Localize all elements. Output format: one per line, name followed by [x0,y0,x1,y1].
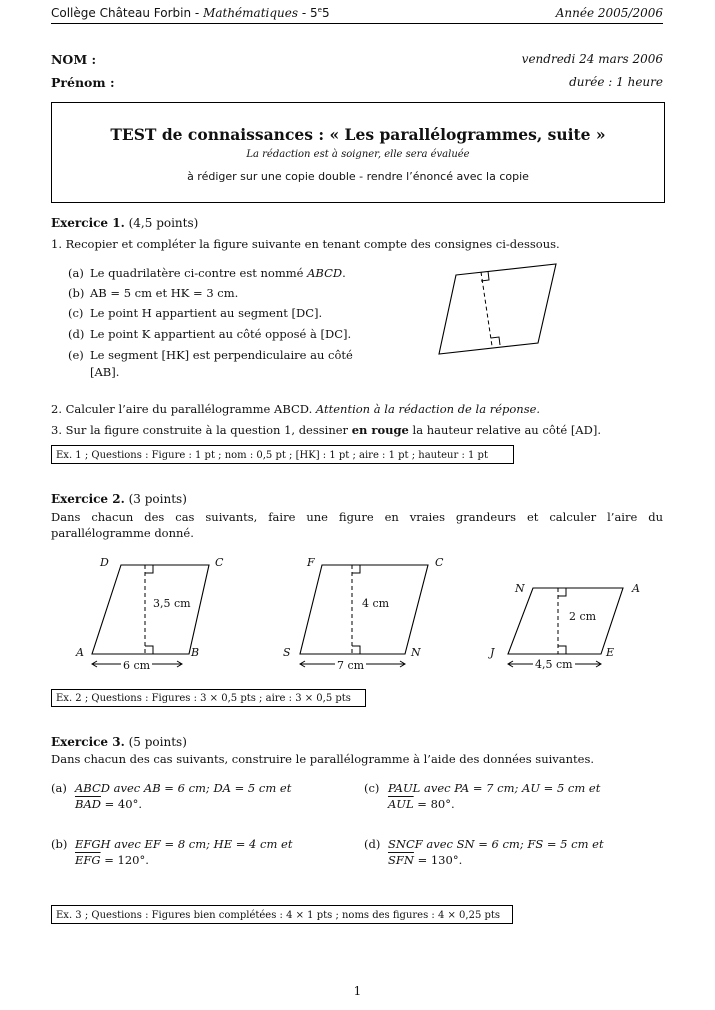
vertex-br: B [191,646,200,659]
right-angle-top [352,565,360,573]
ex2-intro: Dans chacun des cas suivants, faire une figure en vraies grandeurs et calculer l’aire du parallélogramme donné. [51,510,663,540]
base-label: 6 cm [123,659,151,672]
vertex-tr: A [632,582,640,595]
height-label: 2 cm [569,610,597,623]
ex3-case-d: (d) SNCF avec SN = 6 cm; FS = 5 cm et $\overline{SFN} = 130^\circ$. [364,837,604,867]
test-instruction: à rédiger sur une copie double - rendre l’énoncé avec la copie [187,170,529,183]
angle-label: $\overline{EFG}$ [75,853,101,867]
parallelogram-shape [92,565,209,654]
prenom-label: Prénom : [51,75,115,90]
base-label: 4,5 cm [535,658,573,671]
ex1-item-c: (c) Le point H appartient au segment [DC]. [68,306,323,320]
ex2-figure-1 [70,550,240,675]
right-angle-bottom [352,646,360,654]
ex1-q2: 2. Calculer l’aire du parallélogramme ABCD. Attention à la rédaction de la réponse. [51,402,541,416]
base-label: 7 cm [337,659,365,672]
height-dashed-line [481,272,492,346]
class: 5 [310,6,318,20]
vertex-bl: S [283,646,291,659]
ex1-q3: 3. Sur la figure construite à la question 1, dessiner en rouge la hauteur relative au côté [AD]. [51,423,601,437]
header-left: Collège Château Forbin - Mathématiques - 5e5 [51,6,330,20]
test-date: vendredi 24 mars 2006 [521,52,663,66]
test-duration: durée : 1 heure [569,75,663,89]
ex2-figure-3 [488,578,658,678]
ex1-item-a: (a) Le quadrilatère ci-contre est nommé ABCD. [68,266,346,280]
right-angle-bottom [491,337,500,345]
ex2-figure-2 [280,550,450,675]
header-rule [51,23,663,24]
vertex-br: E [606,646,615,659]
ex3-case-c: (c) PAUL avec PA = 7 cm; AU = 5 cm et $\overline{AUL} = 80^\circ$. [364,781,601,811]
ex3-case-a: (a) ABCD avec AB = 6 cm; DA = 5 cm et $\overline{BAD} = 40^\circ$. [51,781,292,811]
school-year: Année 2005/2006 [555,6,663,20]
ex1-parallelogram-figure [430,258,565,358]
vertex-bl: J [490,646,495,659]
ex2-heading: Exercice 2. (3 points) [51,492,187,506]
right-angle-top [145,565,153,573]
ex2-bareme: Ex. 2 ; Questions : Figures : 3 × 0,5 pts ; aire : 3 × 0,5 pts [51,689,366,707]
right-angle-bottom [558,646,566,654]
vertex-tr: C [435,556,444,569]
test-subtitle: La rédaction est à soigner, elle sera évaluée [246,149,470,160]
ex3-intro: Dans chacun des cas suivants, construire le parallélogramme à l’aide des données suivantes. [51,752,595,766]
height-label: 4 cm [362,597,390,610]
ex1-item-e: (e) Le segment [HK] est perpendiculaire au côté [AB]. [68,348,353,379]
vertex-br: N [411,646,421,659]
school-name: Collège Château Forbin [51,6,192,20]
angle-label: $\overline{AUL}$ [388,797,414,811]
parallelogram-shape [439,264,556,354]
vertex-tr: C [215,556,224,569]
test-title: TEST de connaissances : « Les parallélogrammes, suite » [110,125,606,144]
vertex-tl: D [100,556,109,569]
ex1-bareme: Ex. 1 ; Questions : Figure : 1 pt ; nom : 0,5 pt ; [HK] : 1 pt ; aire : 1 pt ; hauteur : 1 pt [51,445,514,464]
page-number: 1 [353,984,362,998]
angle-label: $\overline{SFN}$ [388,853,414,867]
vertex-bl: A [76,646,84,659]
vertex-tl: N [515,582,525,595]
nom-label: NOM : [51,52,97,67]
right-angle-bottom [145,646,153,654]
title-box [51,102,665,203]
ex3-case-b: (b) EFGH avec EF = 8 cm; HE = 4 cm et $\overline{EFG} = 120^\circ$. [51,837,293,867]
right-angle-top [558,588,566,596]
ex3-bareme: Ex. 3 ; Questions : Figures bien complétées : 4 × 1 pts ; noms des figures : 4 × 0,25 pts [51,905,513,924]
angle-label: $\overline{BAD}$ [75,797,101,811]
ex1-heading: Exercice 1. (4,5 points) [51,216,199,230]
vertex-tl: F [307,556,315,569]
ex1-q1: 1. Recopier et compléter la figure suivante en tenant compte des consignes ci-dessous. [51,237,560,251]
class-suffix: 5 [321,6,330,20]
ex1-item-d: (d) Le point K appartient au côté opposé à [DC]. [68,327,352,341]
ex3-heading: Exercice 3. (5 points) [51,735,187,749]
class-sup: e [317,6,322,14]
subject: Mathématiques [203,6,299,20]
ex1-item-b: (b) AB = 5 cm et HK = 3 cm. [68,286,239,300]
parallelogram-shape [508,588,623,654]
height-label: 3,5 cm [153,597,191,610]
